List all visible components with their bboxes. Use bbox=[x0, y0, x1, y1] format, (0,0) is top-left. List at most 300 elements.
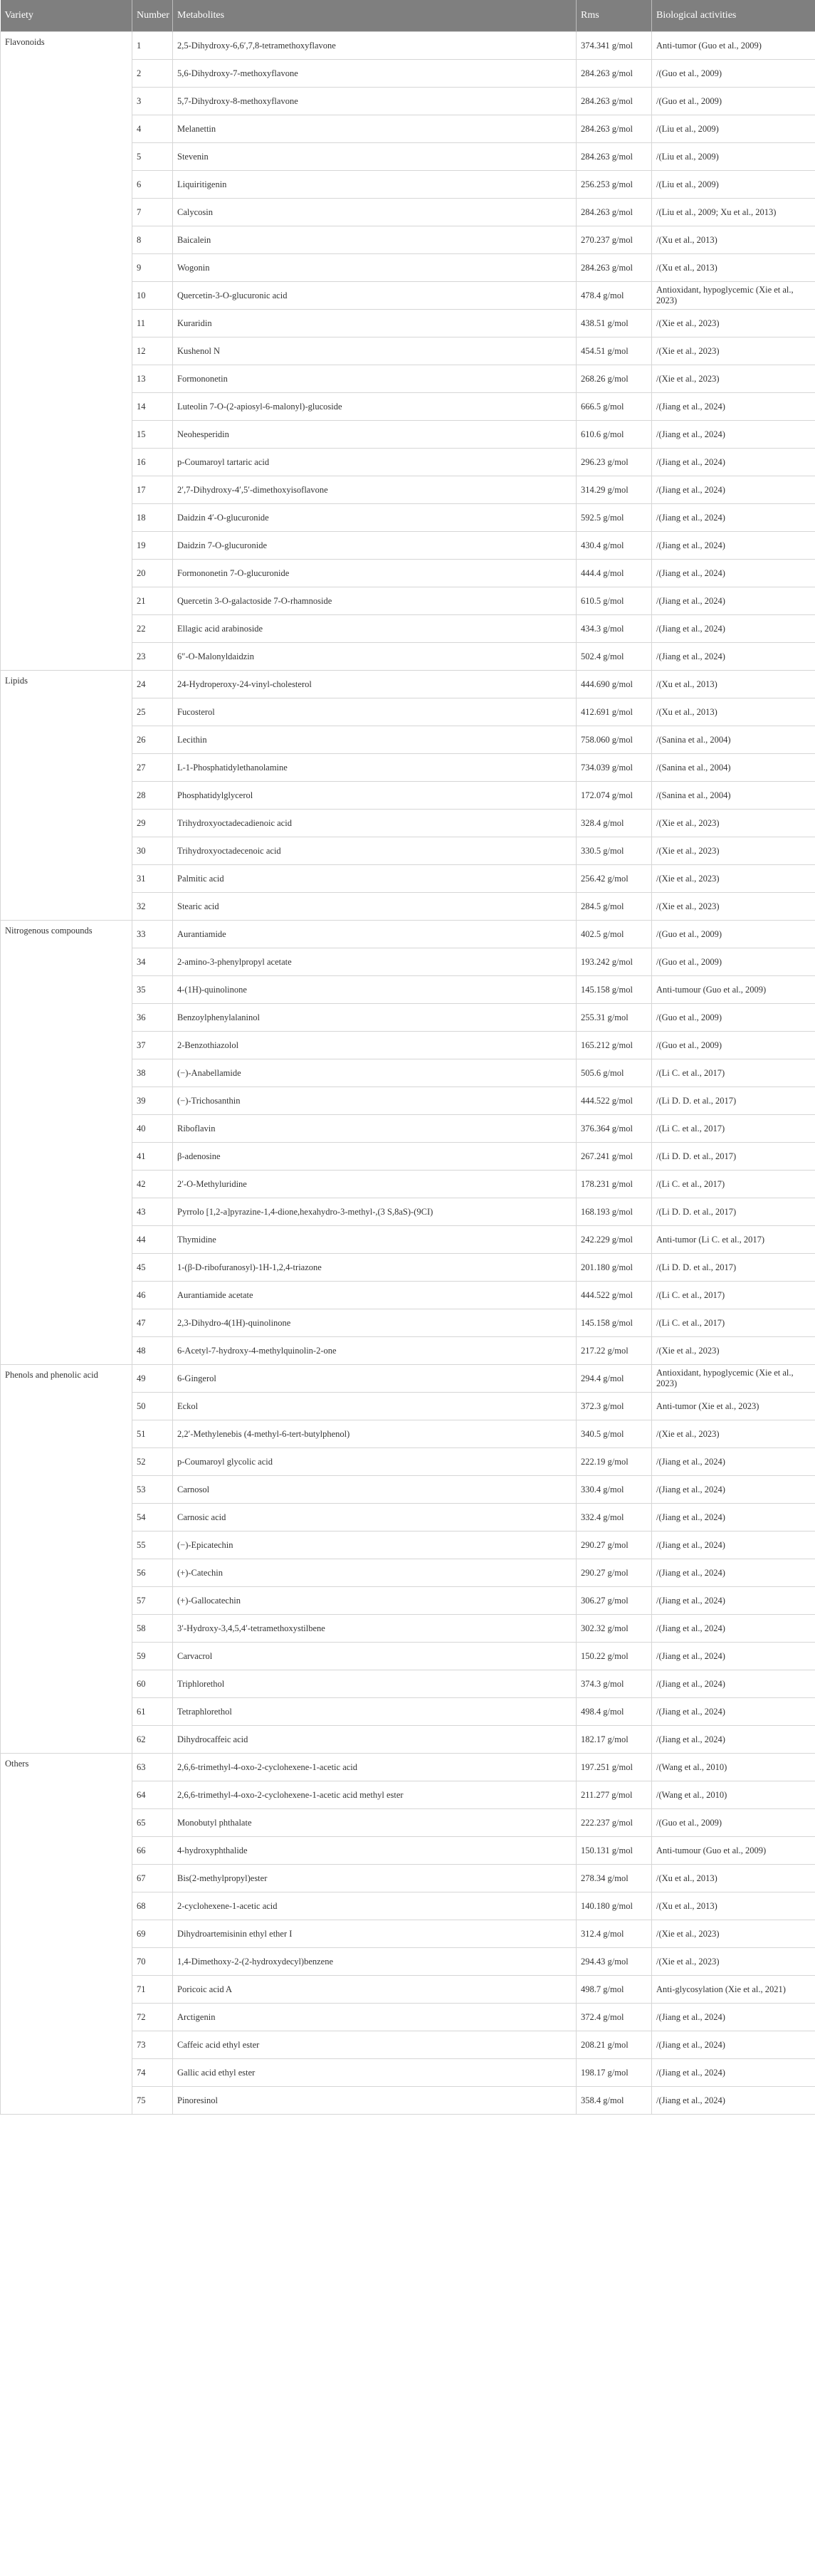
activity-cell: /(Jiang et al., 2024) bbox=[652, 1726, 815, 1754]
activity-cell: /(Xie et al., 2023) bbox=[652, 310, 815, 337]
table-row bbox=[1, 1365, 815, 1393]
variety-cell: Flavonoids bbox=[1, 32, 132, 671]
rms-cell: 294.43 g/mol bbox=[577, 1948, 652, 1976]
activity-cell: /(Xie et al., 2023) bbox=[652, 893, 815, 921]
rms-cell: 201.180 g/mol bbox=[577, 1254, 652, 1282]
number-cell: 31 bbox=[132, 865, 173, 893]
rms-cell: 208.21 g/mol bbox=[577, 2031, 652, 2059]
activity-cell: /(Jiang et al., 2024) bbox=[652, 449, 815, 476]
metabolite-cell: 6-Acetyl-7-hydroxy-4-methylquinolin-2-one bbox=[173, 1337, 577, 1365]
metabolite-cell: 2,6,6-trimethyl-4-oxo-2-cyclohexene-1-acetic acid methyl ester bbox=[173, 1781, 577, 1809]
number-cell: 55 bbox=[132, 1532, 173, 1559]
number-cell: 48 bbox=[132, 1337, 173, 1365]
rms-cell: 284.263 g/mol bbox=[577, 254, 652, 282]
activity-cell: /(Li D. D. et al., 2017) bbox=[652, 1254, 815, 1282]
number-cell: 59 bbox=[132, 1643, 173, 1670]
number-cell: 43 bbox=[132, 1198, 173, 1226]
metabolite-cell: L-1-Phosphatidylethanolamine bbox=[173, 754, 577, 782]
rms-cell: 332.4 g/mol bbox=[577, 1504, 652, 1532]
rms-cell: 242.229 g/mol bbox=[577, 1226, 652, 1254]
activity-cell: /(Xu et al., 2013) bbox=[652, 698, 815, 726]
activity-cell: /(Jiang et al., 2024) bbox=[652, 393, 815, 421]
header-variety: Variety bbox=[1, 0, 132, 32]
activity-cell: /(Jiang et al., 2024) bbox=[652, 2031, 815, 2059]
metabolite-cell: Daidzin 7-O-glucuronide bbox=[173, 532, 577, 560]
rms-cell: 294.4 g/mol bbox=[577, 1365, 652, 1393]
rms-cell: 222.19 g/mol bbox=[577, 1448, 652, 1476]
rms-cell: 256.253 g/mol bbox=[577, 171, 652, 199]
activity-cell: /(Jiang et al., 2024) bbox=[652, 560, 815, 587]
rms-cell: 198.17 g/mol bbox=[577, 2059, 652, 2087]
metabolite-cell: Carvacrol bbox=[173, 1643, 577, 1670]
rms-cell: 302.32 g/mol bbox=[577, 1615, 652, 1643]
rms-cell: 278.34 g/mol bbox=[577, 1865, 652, 1892]
rms-cell: 284.5 g/mol bbox=[577, 893, 652, 921]
metabolite-cell: Kuraridin bbox=[173, 310, 577, 337]
rms-cell: 172.074 g/mol bbox=[577, 782, 652, 810]
number-cell: 16 bbox=[132, 449, 173, 476]
metabolite-cell: Trihydroxyoctadecenoic acid bbox=[173, 837, 577, 865]
rms-cell: 666.5 g/mol bbox=[577, 393, 652, 421]
number-cell: 23 bbox=[132, 643, 173, 671]
activity-cell: /(Jiang et al., 2024) bbox=[652, 1670, 815, 1698]
table-header bbox=[1, 0, 815, 32]
number-cell: 33 bbox=[132, 921, 173, 948]
number-cell: 62 bbox=[132, 1726, 173, 1754]
number-cell: 56 bbox=[132, 1559, 173, 1587]
number-cell: 67 bbox=[132, 1865, 173, 1892]
table-row bbox=[1, 1754, 815, 1781]
activity-cell: /(Jiang et al., 2024) bbox=[652, 1448, 815, 1476]
header-metabolites: Metabolites bbox=[173, 0, 577, 32]
activity-cell: /(Jiang et al., 2024) bbox=[652, 476, 815, 504]
activity-cell: /(Xu et al., 2013) bbox=[652, 671, 815, 698]
metabolite-cell: Stevenin bbox=[173, 143, 577, 171]
metabolite-cell: Dihydroartemisinin ethyl ether I bbox=[173, 1920, 577, 1948]
activity-cell: /(Xie et al., 2023) bbox=[652, 1920, 815, 1948]
activity-cell: /(Jiang et al., 2024) bbox=[652, 1476, 815, 1504]
metabolite-cell: Carnosol bbox=[173, 1476, 577, 1504]
metabolite-cell: Liquiritigenin bbox=[173, 171, 577, 199]
activity-cell: /(Sanina et al., 2004) bbox=[652, 754, 815, 782]
table-row bbox=[1, 671, 815, 698]
rms-cell: 193.242 g/mol bbox=[577, 948, 652, 976]
rms-cell: 610.5 g/mol bbox=[577, 587, 652, 615]
activity-cell: /(Liu et al., 2009) bbox=[652, 171, 815, 199]
metabolite-cell: 2-amino-3-phenylpropyl acetate bbox=[173, 948, 577, 976]
number-cell: 13 bbox=[132, 365, 173, 393]
activity-cell: Anti-tumor (Xie et al., 2023) bbox=[652, 1393, 815, 1420]
number-cell: 66 bbox=[132, 1837, 173, 1865]
rms-cell: 217.22 g/mol bbox=[577, 1337, 652, 1365]
metabolite-cell: p-Coumaroyl glycolic acid bbox=[173, 1448, 577, 1476]
metabolite-cell: (+)-Catechin bbox=[173, 1559, 577, 1587]
metabolite-cell: Phosphatidylglycerol bbox=[173, 782, 577, 810]
rms-cell: 290.27 g/mol bbox=[577, 1532, 652, 1559]
activity-cell: Anti-tumor (Li C. et al., 2017) bbox=[652, 1226, 815, 1254]
number-cell: 2 bbox=[132, 60, 173, 88]
activity-cell: /(Xie et al., 2023) bbox=[652, 865, 815, 893]
number-cell: 28 bbox=[132, 782, 173, 810]
rms-cell: 376.364 g/mol bbox=[577, 1115, 652, 1143]
number-cell: 18 bbox=[132, 504, 173, 532]
activity-cell: /(Jiang et al., 2024) bbox=[652, 2004, 815, 2031]
metabolite-cell: Trihydroxyoctadecadienoic acid bbox=[173, 810, 577, 837]
number-cell: 46 bbox=[132, 1282, 173, 1309]
metabolite-cell: Formononetin 7-O-glucuronide bbox=[173, 560, 577, 587]
number-cell: 39 bbox=[132, 1087, 173, 1115]
metabolite-cell: 2′,7-Dihydroxy-4′,5′-dimethoxyisoflavone bbox=[173, 476, 577, 504]
number-cell: 52 bbox=[132, 1448, 173, 1476]
metabolite-cell: Dihydrocaffeic acid bbox=[173, 1726, 577, 1754]
metabolite-cell: 4-(1H)-quinolinone bbox=[173, 976, 577, 1004]
metabolite-cell: 2,6,6-trimethyl-4-oxo-2-cyclohexene-1-acetic acid bbox=[173, 1754, 577, 1781]
metabolite-cell: Ellagic acid arabinoside bbox=[173, 615, 577, 643]
number-cell: 9 bbox=[132, 254, 173, 282]
metabolite-cell: Neohesperidin bbox=[173, 421, 577, 449]
rms-cell: 145.158 g/mol bbox=[577, 1309, 652, 1337]
number-cell: 72 bbox=[132, 2004, 173, 2031]
activity-cell: Antioxidant, hypoglycemic (Xie et al., 2023) bbox=[652, 1365, 815, 1393]
rms-cell: 178.231 g/mol bbox=[577, 1171, 652, 1198]
rms-cell: 444.690 g/mol bbox=[577, 671, 652, 698]
metabolite-cell: 24-Hydroperoxy-24-vinyl-cholesterol bbox=[173, 671, 577, 698]
number-cell: 26 bbox=[132, 726, 173, 754]
number-cell: 57 bbox=[132, 1587, 173, 1615]
metabolite-cell: Gallic acid ethyl ester bbox=[173, 2059, 577, 2087]
rms-cell: 150.131 g/mol bbox=[577, 1837, 652, 1865]
metabolite-cell: 2,2′-Methylenebis (4-methyl-6-tert-butylphenol) bbox=[173, 1420, 577, 1448]
activity-cell: /(Liu et al., 2009) bbox=[652, 115, 815, 143]
activity-cell: /(Xie et al., 2023) bbox=[652, 1337, 815, 1365]
activity-cell: /(Li D. D. et al., 2017) bbox=[652, 1143, 815, 1171]
metabolite-cell: 2-Benzothiazolol bbox=[173, 1032, 577, 1059]
number-cell: 41 bbox=[132, 1143, 173, 1171]
rms-cell: 165.212 g/mol bbox=[577, 1032, 652, 1059]
activity-cell: /(Xie et al., 2023) bbox=[652, 337, 815, 365]
rms-cell: 444.522 g/mol bbox=[577, 1087, 652, 1115]
header-number: Number bbox=[132, 0, 173, 32]
metabolite-cell: 2,5-Dihydroxy-6,6′,7,8-tetramethoxyflavone bbox=[173, 32, 577, 60]
rms-cell: 758.060 g/mol bbox=[577, 726, 652, 754]
rms-cell: 222.237 g/mol bbox=[577, 1809, 652, 1837]
rms-cell: 444.522 g/mol bbox=[577, 1282, 652, 1309]
activity-cell: /(Xu et al., 2013) bbox=[652, 226, 815, 254]
activity-cell: /(Jiang et al., 2024) bbox=[652, 1643, 815, 1670]
rms-cell: 734.039 g/mol bbox=[577, 754, 652, 782]
rms-cell: 412.691 g/mol bbox=[577, 698, 652, 726]
activity-cell: Anti-tumor (Guo et al., 2009) bbox=[652, 32, 815, 60]
activity-cell: /(Jiang et al., 2024) bbox=[652, 615, 815, 643]
activity-cell: /(Li C. et al., 2017) bbox=[652, 1115, 815, 1143]
activity-cell: Anti-glycosylation (Xie et al., 2021) bbox=[652, 1976, 815, 2004]
metabolite-cell: Thymidine bbox=[173, 1226, 577, 1254]
rms-cell: 284.263 g/mol bbox=[577, 115, 652, 143]
number-cell: 24 bbox=[132, 671, 173, 698]
metabolite-cell: Quercetin 3-O-galactoside 7-O-rhamnoside bbox=[173, 587, 577, 615]
metabolite-cell: 5,7-Dihydroxy-8-methoxyflavone bbox=[173, 88, 577, 115]
metabolite-cell: Monobutyl phthalate bbox=[173, 1809, 577, 1837]
metabolite-cell: Carnosic acid bbox=[173, 1504, 577, 1532]
metabolite-cell: Wogonin bbox=[173, 254, 577, 282]
activity-cell: /(Li D. D. et al., 2017) bbox=[652, 1198, 815, 1226]
rms-cell: 211.277 g/mol bbox=[577, 1781, 652, 1809]
rms-cell: 312.4 g/mol bbox=[577, 1920, 652, 1948]
number-cell: 60 bbox=[132, 1670, 173, 1698]
metabolite-cell: Eckol bbox=[173, 1393, 577, 1420]
number-cell: 12 bbox=[132, 337, 173, 365]
header-rms: Rms bbox=[577, 0, 652, 32]
metabolite-cell: (−)-Trichosanthin bbox=[173, 1087, 577, 1115]
metabolite-cell: 1-(β-D-ribofuranosyl)-1H-1,2,4-triazone bbox=[173, 1254, 577, 1282]
metabolite-cell: Lecithin bbox=[173, 726, 577, 754]
variety-cell: Others bbox=[1, 1754, 132, 2115]
number-cell: 75 bbox=[132, 2087, 173, 2115]
metabolite-cell: 2-cyclohexene-1-acetic acid bbox=[173, 1892, 577, 1920]
number-cell: 54 bbox=[132, 1504, 173, 1532]
number-cell: 42 bbox=[132, 1171, 173, 1198]
metabolite-cell: Fucosterol bbox=[173, 698, 577, 726]
metabolite-cell: (+)-Gallocatechin bbox=[173, 1587, 577, 1615]
activity-cell: /(Jiang et al., 2024) bbox=[652, 532, 815, 560]
metabolite-cell: Aurantiamide acetate bbox=[173, 1282, 577, 1309]
activity-cell: /(Jiang et al., 2024) bbox=[652, 1587, 815, 1615]
metabolite-cell: 3′-Hydroxy-3,4,5,4′-tetramethoxystilbene bbox=[173, 1615, 577, 1643]
rms-cell: 255.31 g/mol bbox=[577, 1004, 652, 1032]
metabolite-cell: Pyrrolo [1,2-a]pyrazine-1,4-dione,hexahydro-3-methyl-,(3 S,8aS)-(9CI) bbox=[173, 1198, 577, 1226]
rms-cell: 372.3 g/mol bbox=[577, 1393, 652, 1420]
metabolite-cell: 6-Gingerol bbox=[173, 1365, 577, 1393]
rms-cell: 284.263 g/mol bbox=[577, 199, 652, 226]
number-cell: 37 bbox=[132, 1032, 173, 1059]
activity-cell: /(Jiang et al., 2024) bbox=[652, 643, 815, 671]
number-cell: 74 bbox=[132, 2059, 173, 2087]
number-cell: 64 bbox=[132, 1781, 173, 1809]
metabolite-cell: Luteolin 7-O-(2-apiosyl-6-malonyl)-glucoside bbox=[173, 393, 577, 421]
rms-cell: 330.5 g/mol bbox=[577, 837, 652, 865]
activity-cell: /(Jiang et al., 2024) bbox=[652, 1698, 815, 1726]
activity-cell: /(Jiang et al., 2024) bbox=[652, 587, 815, 615]
number-cell: 45 bbox=[132, 1254, 173, 1282]
number-cell: 20 bbox=[132, 560, 173, 587]
variety-cell: Lipids bbox=[1, 671, 132, 921]
metabolite-cell: Triphlorethol bbox=[173, 1670, 577, 1698]
number-cell: 29 bbox=[132, 810, 173, 837]
metabolite-cell: 1,4-Dimethoxy-2-(2-hydroxydecyl)benzene bbox=[173, 1948, 577, 1976]
rms-cell: 268.26 g/mol bbox=[577, 365, 652, 393]
activity-cell: /(Guo et al., 2009) bbox=[652, 1809, 815, 1837]
activity-cell: /(Guo et al., 2009) bbox=[652, 921, 815, 948]
number-cell: 21 bbox=[132, 587, 173, 615]
table-row bbox=[1, 32, 815, 60]
activity-cell: /(Xie et al., 2023) bbox=[652, 1948, 815, 1976]
metabolite-cell: Benzoylphenylalaninol bbox=[173, 1004, 577, 1032]
metabolite-cell: Stearic acid bbox=[173, 893, 577, 921]
activity-cell: /(Jiang et al., 2024) bbox=[652, 2059, 815, 2087]
number-cell: 17 bbox=[132, 476, 173, 504]
activity-cell: Antioxidant, hypoglycemic (Xie et al., 2023) bbox=[652, 282, 815, 310]
rms-cell: 340.5 g/mol bbox=[577, 1420, 652, 1448]
number-cell: 14 bbox=[132, 393, 173, 421]
number-cell: 53 bbox=[132, 1476, 173, 1504]
rms-cell: 256.42 g/mol bbox=[577, 865, 652, 893]
activity-cell: /(Xu et al., 2013) bbox=[652, 1865, 815, 1892]
metabolite-cell: (−)-Anabellamide bbox=[173, 1059, 577, 1087]
table-body bbox=[1, 32, 815, 2115]
number-cell: 47 bbox=[132, 1309, 173, 1337]
activity-cell: /(Li C. et al., 2017) bbox=[652, 1171, 815, 1198]
activity-cell: /(Li C. et al., 2017) bbox=[652, 1059, 815, 1087]
number-cell: 30 bbox=[132, 837, 173, 865]
rms-cell: 140.180 g/mol bbox=[577, 1892, 652, 1920]
metabolite-cell: Bis(2-methylpropyl)ester bbox=[173, 1865, 577, 1892]
rms-cell: 478.4 g/mol bbox=[577, 282, 652, 310]
metabolite-cell: Aurantiamide bbox=[173, 921, 577, 948]
number-cell: 61 bbox=[132, 1698, 173, 1726]
metabolite-cell: Arctigenin bbox=[173, 2004, 577, 2031]
metabolite-cell: 5,6-Dihydroxy-7-methoxyflavone bbox=[173, 60, 577, 88]
rms-cell: 270.237 g/mol bbox=[577, 226, 652, 254]
number-cell: 19 bbox=[132, 532, 173, 560]
number-cell: 71 bbox=[132, 1976, 173, 2004]
metabolite-cell: 2′-O-Methyluridine bbox=[173, 1171, 577, 1198]
rms-cell: 150.22 g/mol bbox=[577, 1643, 652, 1670]
rms-cell: 182.17 g/mol bbox=[577, 1726, 652, 1754]
activity-cell: /(Li D. D. et al., 2017) bbox=[652, 1087, 815, 1115]
activity-cell: /(Xie et al., 2023) bbox=[652, 837, 815, 865]
activity-cell: /(Jiang et al., 2024) bbox=[652, 1504, 815, 1532]
metabolite-cell: Calycosin bbox=[173, 199, 577, 226]
metabolite-cell: Tetraphlorethol bbox=[173, 1698, 577, 1726]
rms-cell: 197.251 g/mol bbox=[577, 1754, 652, 1781]
activity-cell: /(Jiang et al., 2024) bbox=[652, 1532, 815, 1559]
rms-cell: 290.27 g/mol bbox=[577, 1559, 652, 1587]
number-cell: 25 bbox=[132, 698, 173, 726]
number-cell: 3 bbox=[132, 88, 173, 115]
rms-cell: 284.263 g/mol bbox=[577, 60, 652, 88]
number-cell: 68 bbox=[132, 1892, 173, 1920]
number-cell: 11 bbox=[132, 310, 173, 337]
activity-cell: /(Jiang et al., 2024) bbox=[652, 2087, 815, 2115]
metabolite-cell: Kushenol N bbox=[173, 337, 577, 365]
rms-cell: 267.241 g/mol bbox=[577, 1143, 652, 1171]
activity-cell: /(Xu et al., 2013) bbox=[652, 1892, 815, 1920]
rms-cell: 610.6 g/mol bbox=[577, 421, 652, 449]
metabolite-cell: Melanettin bbox=[173, 115, 577, 143]
number-cell: 4 bbox=[132, 115, 173, 143]
rms-cell: 374.3 g/mol bbox=[577, 1670, 652, 1698]
number-cell: 73 bbox=[132, 2031, 173, 2059]
number-cell: 70 bbox=[132, 1948, 173, 1976]
rms-cell: 438.51 g/mol bbox=[577, 310, 652, 337]
number-cell: 5 bbox=[132, 143, 173, 171]
metabolite-cell: Caffeic acid ethyl ester bbox=[173, 2031, 577, 2059]
number-cell: 49 bbox=[132, 1365, 173, 1393]
number-cell: 65 bbox=[132, 1809, 173, 1837]
activity-cell: /(Guo et al., 2009) bbox=[652, 1032, 815, 1059]
rms-cell: 284.263 g/mol bbox=[577, 88, 652, 115]
activity-cell: Anti-tumour (Guo et al., 2009) bbox=[652, 1837, 815, 1865]
activity-cell: /(Wang et al., 2010) bbox=[652, 1754, 815, 1781]
metabolite-cell: Riboflavin bbox=[173, 1115, 577, 1143]
activity-cell: /(Xie et al., 2023) bbox=[652, 810, 815, 837]
variety-cell: Phenols and phenolic acid bbox=[1, 1365, 132, 1754]
number-cell: 35 bbox=[132, 976, 173, 1004]
metabolite-cell: Baicalein bbox=[173, 226, 577, 254]
header-biological-activities: Biological activities bbox=[652, 0, 815, 32]
number-cell: 63 bbox=[132, 1754, 173, 1781]
rms-cell: 314.29 g/mol bbox=[577, 476, 652, 504]
number-cell: 44 bbox=[132, 1226, 173, 1254]
metabolite-cell: Poricoic acid A bbox=[173, 1976, 577, 2004]
number-cell: 6 bbox=[132, 171, 173, 199]
number-cell: 15 bbox=[132, 421, 173, 449]
rms-cell: 505.6 g/mol bbox=[577, 1059, 652, 1087]
metabolite-cell: Daidzin 4′-O-glucuronide bbox=[173, 504, 577, 532]
metabolite-cell: 2,3-Dihydro-4(1H)-quinolinone bbox=[173, 1309, 577, 1337]
metabolite-cell: β-adenosine bbox=[173, 1143, 577, 1171]
rms-cell: 330.4 g/mol bbox=[577, 1476, 652, 1504]
metabolite-cell: Formononetin bbox=[173, 365, 577, 393]
rms-cell: 454.51 g/mol bbox=[577, 337, 652, 365]
rms-cell: 502.4 g/mol bbox=[577, 643, 652, 671]
rms-cell: 358.4 g/mol bbox=[577, 2087, 652, 2115]
metabolite-cell: (−)-Epicatechin bbox=[173, 1532, 577, 1559]
activity-cell: /(Jiang et al., 2024) bbox=[652, 421, 815, 449]
rms-cell: 168.193 g/mol bbox=[577, 1198, 652, 1226]
metabolite-cell: 4-hydroxyphthalide bbox=[173, 1837, 577, 1865]
activity-cell: /(Xie et al., 2023) bbox=[652, 1420, 815, 1448]
activity-cell: /(Liu et al., 2009) bbox=[652, 143, 815, 171]
number-cell: 40 bbox=[132, 1115, 173, 1143]
activity-cell: /(Guo et al., 2009) bbox=[652, 948, 815, 976]
activity-cell: /(Li C. et al., 2017) bbox=[652, 1282, 815, 1309]
rms-cell: 328.4 g/mol bbox=[577, 810, 652, 837]
rms-cell: 296.23 g/mol bbox=[577, 449, 652, 476]
metabolite-cell: Pinoresinol bbox=[173, 2087, 577, 2115]
activity-cell: /(Jiang et al., 2024) bbox=[652, 1615, 815, 1643]
metabolite-cell: 6″-O-Malonyldaidzin bbox=[173, 643, 577, 671]
activity-cell: Anti-tumour (Guo et al., 2009) bbox=[652, 976, 815, 1004]
rms-cell: 306.27 g/mol bbox=[577, 1587, 652, 1615]
activity-cell: /(Guo et al., 2009) bbox=[652, 88, 815, 115]
number-cell: 7 bbox=[132, 199, 173, 226]
activity-cell: /(Liu et al., 2009; Xu et al., 2013) bbox=[652, 199, 815, 226]
number-cell: 38 bbox=[132, 1059, 173, 1087]
rms-cell: 402.5 g/mol bbox=[577, 921, 652, 948]
activity-cell: /(Sanina et al., 2004) bbox=[652, 726, 815, 754]
metabolite-cell: p-Coumaroyl tartaric acid bbox=[173, 449, 577, 476]
activity-cell: /(Li C. et al., 2017) bbox=[652, 1309, 815, 1337]
rms-cell: 498.7 g/mol bbox=[577, 1976, 652, 2004]
number-cell: 58 bbox=[132, 1615, 173, 1643]
number-cell: 34 bbox=[132, 948, 173, 976]
rms-cell: 430.4 g/mol bbox=[577, 532, 652, 560]
number-cell: 8 bbox=[132, 226, 173, 254]
variety-cell: Nitrogenous compounds bbox=[1, 921, 132, 1365]
number-cell: 10 bbox=[132, 282, 173, 310]
rms-cell: 498.4 g/mol bbox=[577, 1698, 652, 1726]
activity-cell: /(Jiang et al., 2024) bbox=[652, 504, 815, 532]
rms-cell: 374.341 g/mol bbox=[577, 32, 652, 60]
number-cell: 22 bbox=[132, 615, 173, 643]
rms-cell: 145.158 g/mol bbox=[577, 976, 652, 1004]
rms-cell: 592.5 g/mol bbox=[577, 504, 652, 532]
table-row bbox=[1, 921, 815, 948]
number-cell: 1 bbox=[132, 32, 173, 60]
activity-cell: /(Xie et al., 2023) bbox=[652, 365, 815, 393]
activity-cell: /(Xu et al., 2013) bbox=[652, 254, 815, 282]
